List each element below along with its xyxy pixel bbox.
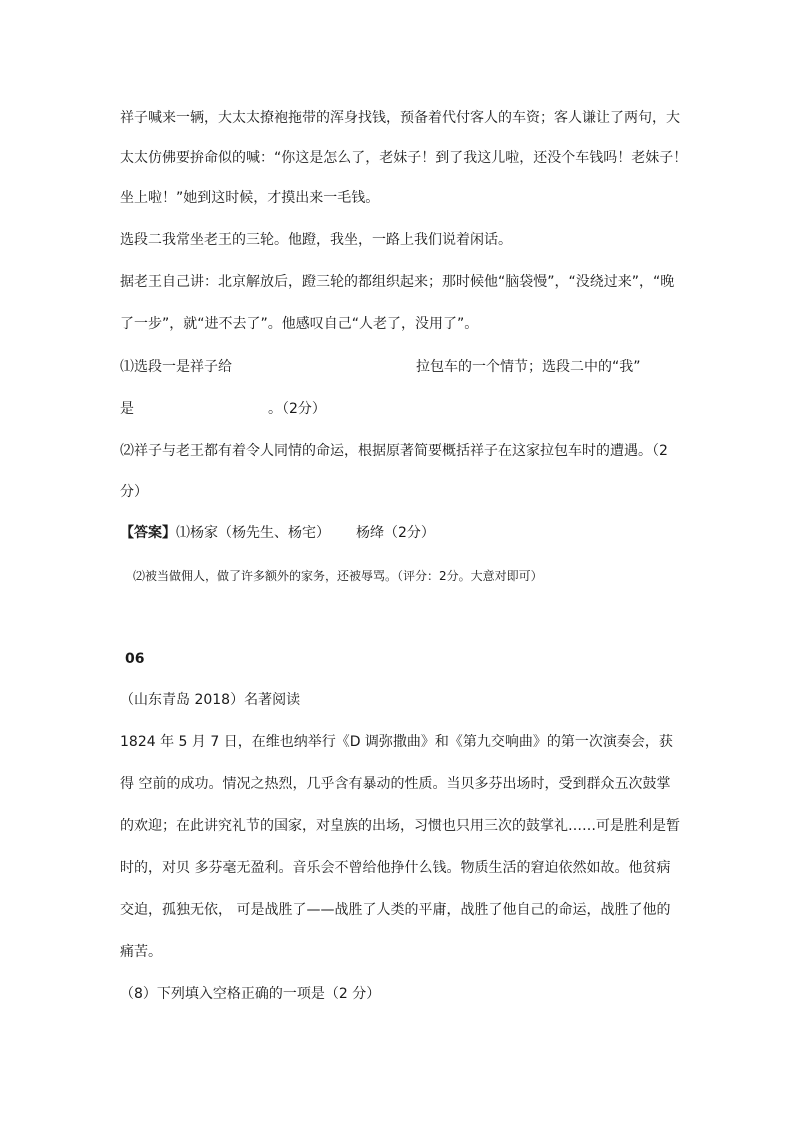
- answer-part-1: ⑴杨家（杨先生、杨宅）: [176, 525, 330, 541]
- question-one-score: 。（2分）: [268, 401, 326, 417]
- section-line-6: 痛苦。: [120, 944, 162, 960]
- section-line-5: 交迫，孤独无依， 可是战胜了——战胜了人类的平庸，战胜了他自己的命运，战胜了他的: [120, 902, 671, 918]
- section-line-2: 得 空前的成功。情况之热烈，几乎含有暴动的性质。当贝多芬出场时，受到群众五次鼓掌: [120, 776, 671, 792]
- answer-line-1: [120, 523, 435, 543]
- question-eight: （8）下列填入空格正确的一项是（2 分）: [120, 986, 381, 1002]
- passage-two-line-2: 据老王自己讲：北京解放后，蹬三轮的都组织起来；那时候他“脑袋慢”，“没绕过来”，“晚: [120, 274, 675, 290]
- passage-one-line-2: 太太仿佛要拚命似的喊：“你这是怎么了，老妹子！到了我这儿啦，还没个车钱吗！老妹子！: [120, 150, 688, 166]
- answer-line-2: ⑵被当做佣人，做了许多额外的家务，还被辱骂。（评分：2分。大意对即可）: [133, 569, 543, 583]
- answer-label: 【答案】: [120, 525, 176, 541]
- question-two-line-1: ⑵祥子与老王都有着令人同情的命运，根据原著简要概括祥子在这家拉包车时的遭遇。（2: [120, 443, 668, 459]
- section-line-3: 的欢迎；在此讲究礼节的国家，对皇族的出场，习惯也只用三次的鼓掌礼……可是胜利是暂: [120, 818, 680, 834]
- question-one-shi: 是: [120, 401, 134, 417]
- passage-one-line-1: 祥子喊来一辆，大太太撩袍拖带的浑身找钱，预备着代付客人的车资；客人谦让了两句，大: [120, 110, 680, 126]
- question-one-line-1: [120, 357, 641, 377]
- question-one-line-2: [120, 399, 326, 419]
- question-one-prefix: ⑴选段一是祥子给: [120, 359, 232, 375]
- passage-two-line-3: 了一步”，就“进不去了”。他感叹自己“人老了，没用了”。: [120, 316, 479, 332]
- passage-one-line-3: 坐上啦！”她到这时候，才摸出来一毛钱。: [120, 190, 380, 206]
- section-number: 06: [125, 651, 145, 667]
- passage-two-line-1: 选段二我常坐老王的三轮。他蹬，我坐，一路上我们说着闲话。: [120, 232, 512, 248]
- section-source: （山东青岛 2018）名著阅读: [120, 692, 301, 708]
- question-two-line-2: 分）: [120, 484, 148, 500]
- answer-part-2: 杨绛（2分）: [356, 525, 435, 541]
- section-line-4: 时的，对贝 多芬毫无盈利。音乐会不曾给他挣什么钱。物质生活的窘迫依然如故。他贫病: [120, 860, 671, 876]
- question-one-suffix: 拉包车的一个情节；选段二中的“我”: [416, 359, 641, 375]
- section-line-1: 1824 年 5 月 7 日，在维也纳举行《D 调弥撒曲》和《第九交响曲》的第一次演奏会，获: [120, 734, 673, 750]
